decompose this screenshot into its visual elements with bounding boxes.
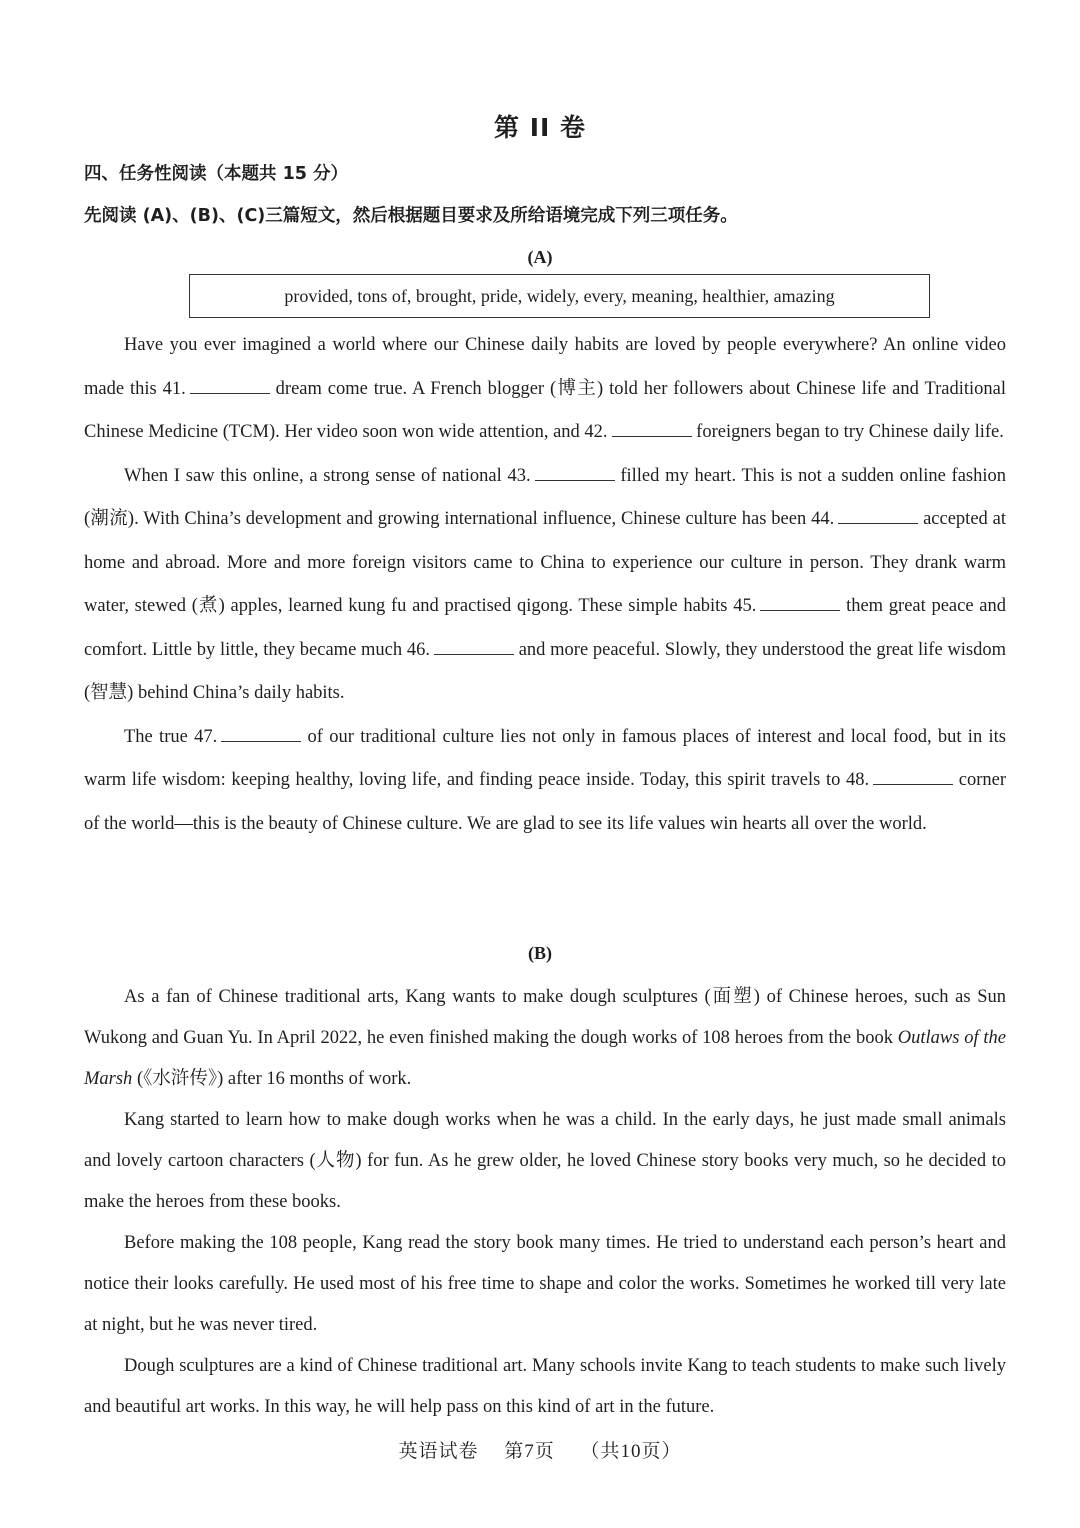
footer-page-number: 第7页 [504,1441,555,1462]
passage-b-paragraph-1: As a fan of Chinese traditional arts, Kang wants to make dough sculptures (面塑) of Chinese heroes, such as Sun Wukong and Guan Yu. In April 2022, he even finished making the dough works of 108 heroes from the book Outlaws of the Marsh (《水浒传》) after 16 months of work. [84,987,1007,1089]
blank-42[interactable] [612,422,692,437]
blank-number-45: 45. [733,596,757,616]
passage-a-label: (A) [527,247,553,267]
blank-number-44: 44. [811,509,835,529]
book-title: Outlaws of the Marsh [84,1028,1007,1089]
section-heading: 四、任务性阅读（本题共 15 分） [84,164,349,184]
word-bank-text: provided, tons of, brought, pride, widely, every, meaning, healthier, amazing [284,285,835,306]
blank-number-47: 47. [194,726,218,747]
instruction: 先阅读 (A)、(B)、(C)三篇短文，然后根据题目要求及所给语境完成下列三项任务。 [84,206,738,226]
page-footer [0,1436,1080,1463]
blank-44[interactable] [838,509,918,524]
volume-title: 第 II 卷 [493,113,586,142]
blank-48[interactable] [873,770,953,785]
blank-45[interactable] [760,596,840,611]
blank-47[interactable] [221,727,301,742]
blank-number-42: 42. [584,422,608,442]
passage-b-paragraph-3: Before making the 108 people, Kang read the story book many times. He tried to understand each person’s heart and notice their looks carefully. He used most of his free time to shape and color the works. Sometimes he worked till very late at night, but he was never tired. [84,1233,1006,1335]
passage-b [84,977,1006,1428]
passage-a-paragraph-1: Have you ever imagined a world where our Chinese daily habits are loved by people everywhere? An online video made this 41. dream come true. A French blogger (博主) told her followers about Chinese life and Traditional Chinese Medicine (TCM). Her video soon won wide attention, and 42. foreigners began to try Chinese daily life. [84,335,1007,442]
footer-subject: 英语试卷 [398,1441,479,1462]
passage-b-paragraph-2: Kang started to learn how to make dough works when he was a child. In the early days, he just made small animals and lovely cartoon characters (人物) for fun. As he grew older, he loved Chinese story books very much, so he decided to make the heroes from these books. [84,1110,1006,1212]
footer-total-pages: （共10页） [580,1441,682,1462]
blank-number-46: 46. [406,639,430,660]
blank-43[interactable] [535,466,615,481]
passage-a-paragraph-2: When I saw this online, a strong sense of national 43. filled my heart. This is not a sudden online fashion (潮流). With China’s development and growing international influence, Chinese culture has been 44. accepted at home and abroad. More and more foreign visitors came to China to experience our culture in person. They drank warm water, stewed (煮) apples, learned kung fu and practised qigong. These simple habits 45. them great peace and comfort. Little by little, they became much 46. and more peaceful. Slowly, they understood the great life wisdom (智慧) behind China’s daily habits. [84,465,1007,703]
passage-b-paragraph-4: Dough sculptures are a kind of Chinese traditional art. Many schools invite Kang to teach students to make such lively and beautiful art works. In this way, he will help pass on this kind of art in the future. [84,1356,1006,1417]
blank-number-48: 48. [846,770,870,790]
passage-a-paragraph-3: The true 47. of our traditional culture lies not only in famous places of interest and local food, but in its warm life wisdom: keeping healthy, loving life, and finding peace inside. Today, this spirit travels to 48. corner of the world—this is the beauty of Chinese culture. We are glad to see its life values win hearts all over the world. [84,726,1006,834]
passage-a [84,324,1006,846]
passage-b-label: (B) [528,943,552,963]
blank-number-43: 43. [507,465,531,486]
word-bank-box [189,274,930,318]
blank-41[interactable] [190,379,270,394]
blank-number-41: 41. [162,378,186,399]
blank-46[interactable] [434,640,514,655]
